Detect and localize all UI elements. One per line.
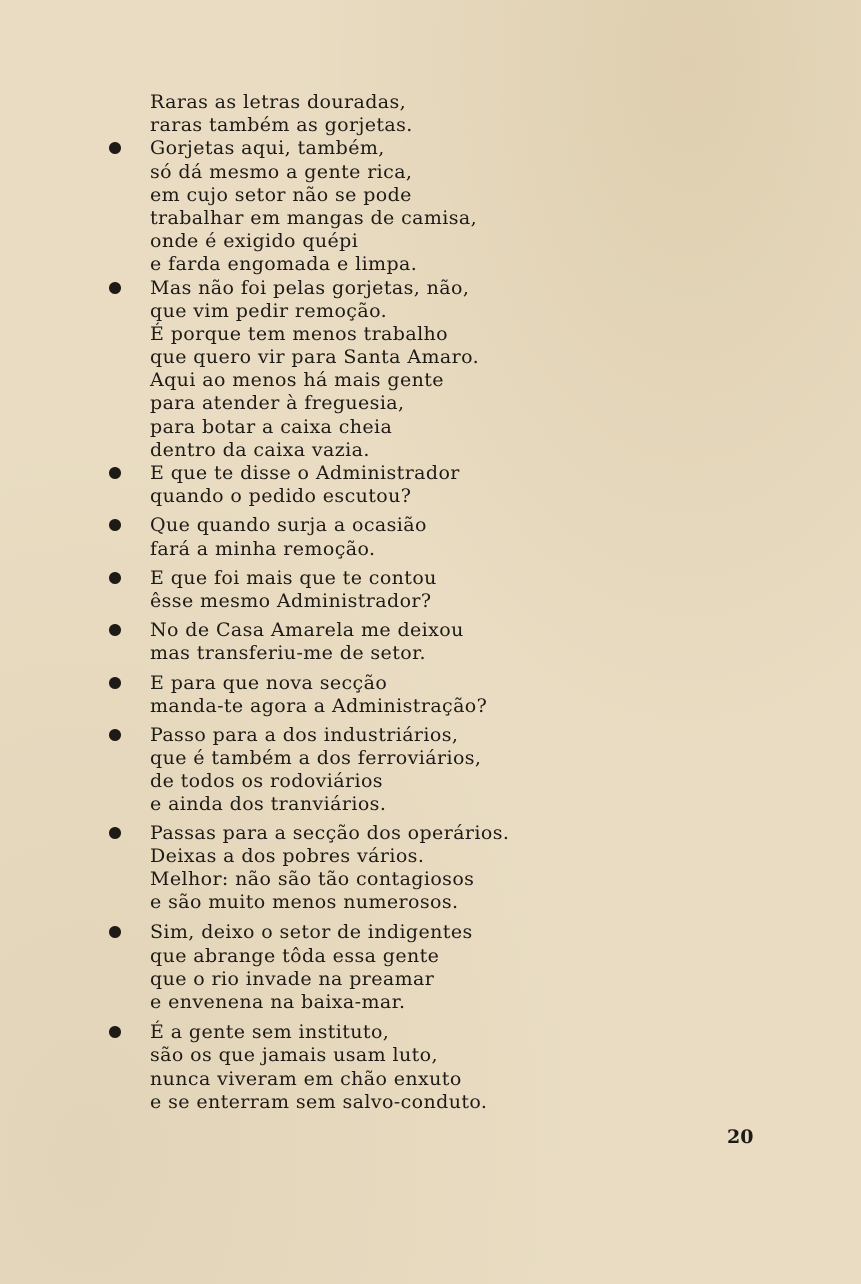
verse-line: que quero vir para Santa Amaro. (150, 346, 480, 369)
stanza (150, 822, 610, 915)
verse-line: Passas para a secção dos operários. (150, 821, 510, 844)
stanza (150, 514, 610, 560)
speaker-bullet-icon (109, 729, 121, 741)
speaker-bullet-icon (109, 467, 121, 479)
verse-line: em cujo setor não se pode (150, 183, 412, 206)
verse-line: e envenena na baixa-mar. (150, 990, 406, 1013)
speaker-bullet-icon (109, 519, 121, 531)
verse-line: Deixas a dos pobres vários. (150, 844, 425, 867)
verse-line: e ainda dos tranviários. (150, 793, 387, 816)
verse-line: Passo para a dos industriários, (150, 723, 459, 746)
stanza (150, 137, 610, 276)
verse-line: que o rio invade na preamar (150, 967, 435, 990)
verse-line: E para que nova secção (150, 671, 388, 694)
verse-line: manda-te agora a Administração? (150, 694, 488, 717)
verse-line: Raras as letras douradas, (150, 91, 407, 113)
verse-line: que vim pedir remoção. (150, 299, 388, 322)
verse-line: que é também a dos ferroviários, (150, 747, 482, 770)
verse-line: Sim, deixo o setor de indigentes (150, 921, 473, 944)
verse-line: que abrange tôda essa gente (150, 944, 440, 967)
page-number: 20 (727, 1126, 754, 1148)
verse-line: e são muito menos numerosos. (150, 891, 459, 914)
stanza (150, 91, 610, 137)
verse-line: É a gente sem instituto, (150, 1021, 390, 1044)
stanza (150, 567, 610, 613)
verse-line: para atender à freguesia, (150, 392, 405, 415)
speaker-bullet-icon (109, 827, 121, 839)
verse-line: E que foi mais que te contou (150, 566, 437, 589)
verse-line: são os que jamais usam luto, (150, 1044, 438, 1067)
verse-line: É porque tem menos trabalho (150, 322, 449, 345)
verse-line: êsse mesmo Administrador? (150, 589, 432, 612)
speaker-bullet-icon (109, 282, 121, 294)
verse-line: nunca viveram em chão enxuto (150, 1067, 462, 1090)
verse-line: No de Casa Amarela me deixou (150, 619, 464, 642)
stanza (150, 462, 610, 508)
speaker-bullet-icon (109, 677, 121, 689)
speaker-bullet-icon (109, 572, 121, 584)
stanza (150, 724, 610, 817)
stanza (150, 1021, 610, 1114)
stanza (150, 277, 610, 463)
speaker-bullet-icon (109, 142, 121, 154)
stanza (150, 672, 610, 718)
verse-line: Que quando surja a ocasião (150, 514, 427, 537)
verse-line: trabalhar em mangas de camisa, (150, 206, 478, 229)
speaker-bullet-icon (109, 624, 121, 636)
speaker-bullet-icon (109, 926, 121, 938)
verse-line: Melhor: não são tão contagiosos (150, 868, 475, 890)
verse-line: só dá mesmo a gente rica, (150, 160, 413, 183)
verse-line: E que te disse o Administrador (150, 462, 460, 484)
verse-line: quando o pedido escutou? (150, 485, 412, 508)
verse-line: para botar a caixa cheia (150, 415, 393, 438)
stanza (150, 619, 610, 665)
verse-line: dentro da caixa vazia. (150, 438, 370, 461)
verse-line: Mas não foi pelas gorjetas, não, (150, 276, 470, 299)
verse-line: onde é exigido quépi (150, 230, 359, 253)
stanza (150, 921, 610, 1014)
verse-line: de todos os rodoviários (150, 770, 383, 793)
speaker-bullet-icon (109, 1026, 121, 1038)
verse-line: Aqui ao menos há mais gente (150, 369, 444, 392)
poem (150, 91, 610, 1114)
verse-line: mas transferiu-me de setor. (150, 642, 426, 665)
verse-line: e se enterram sem salvo-conduto. (150, 1090, 488, 1113)
verse-line: Gorjetas aqui, também, (150, 137, 385, 160)
verse-line: e farda engomada e limpa. (150, 253, 418, 276)
verse-line: fará a minha remoção. (150, 537, 376, 560)
verse-line: raras também as gorjetas. (150, 114, 413, 137)
